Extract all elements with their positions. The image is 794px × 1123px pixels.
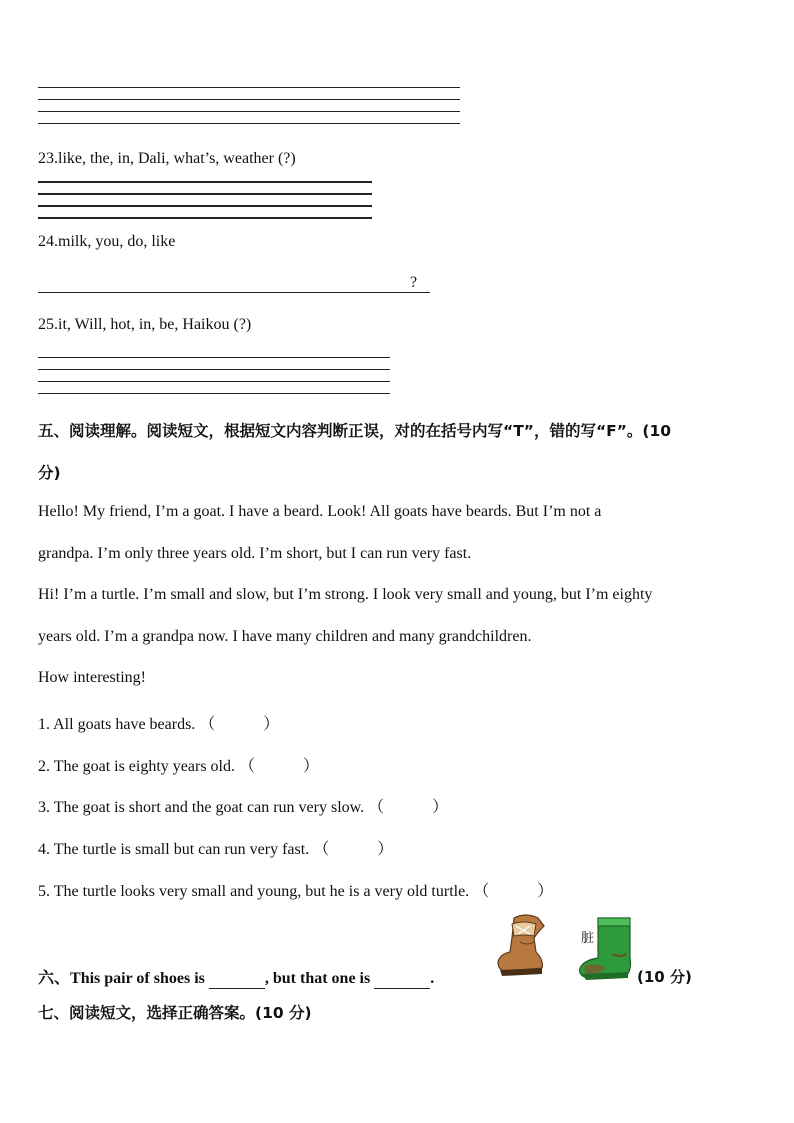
blank-2[interactable] xyxy=(374,970,430,989)
answer-blank-4[interactable]: （ ） xyxy=(313,841,394,858)
section-6-prefix: 六、 xyxy=(38,968,71,987)
passage-line-5: How interesting! xyxy=(38,669,146,686)
dirty-label: 脏 xyxy=(581,931,595,946)
blank-1[interactable] xyxy=(209,970,265,989)
question-23: 23.like, the, in, Dali, what’s, weather (?) xyxy=(38,150,296,167)
answer-lines-q22 xyxy=(38,87,460,135)
answer-lines-q23 xyxy=(38,181,372,230)
passage-line-4: years old. I’m a grandpa now. I have many children and many grandchildren. xyxy=(38,628,532,645)
section-5-title-line1: 五、阅读理解。阅读短文，根据短文内容判断正误，对的在括号内写“T”，错的写“F”。(10 xyxy=(38,422,672,440)
passage-line-1: Hello! My friend, I’m a goat. I have a beard. Look! All goats have beards. But I’m not a xyxy=(38,503,602,520)
section-5-title xyxy=(38,419,671,441)
tf-item-2: 2. The goat is eighty years old. （ ） xyxy=(38,753,319,776)
green-boot-icon xyxy=(576,914,636,982)
answer-blank-5[interactable]: （ ） xyxy=(473,883,554,900)
question-mark-q24: ? xyxy=(410,274,418,291)
section-6-score: (10 分) xyxy=(637,968,692,986)
answer-lines-q25 xyxy=(38,357,390,405)
tf-item-3: 3. The goat is short and the goat can run very slow. （ ） xyxy=(38,794,448,817)
tf-item-5: 5. The turtle looks very small and young, but he is a very old turtle. （ ） xyxy=(38,878,553,901)
passage-line-3: Hi! I’m a turtle. I’m small and slow, but I’m strong. I look very small and young, but I’m eighty xyxy=(38,586,653,603)
tf-item-4: 4. The turtle is small but can run very fast. （ ） xyxy=(38,836,393,859)
answer-line-q24 xyxy=(38,292,430,293)
tf-item-1: 1. All goats have beards. （ ） xyxy=(38,711,279,734)
section-5-title-cont: 分) xyxy=(38,464,61,482)
section-7-title: 七、阅读短文，选择正确答案。(10 分) xyxy=(38,1004,312,1022)
brown-shoe-icon xyxy=(494,912,554,980)
answer-blank-3[interactable]: （ ） xyxy=(368,799,449,816)
answer-blank-1[interactable]: （ ） xyxy=(199,716,280,733)
question-25: 25.it, Will, hot, in, be, Haikou (?) xyxy=(38,316,252,333)
answer-blank-2[interactable]: （ ） xyxy=(239,758,320,775)
question-24: 24.milk, you, do, like xyxy=(38,233,176,250)
section-6: 六、This pair of shoes is , but that one is . xyxy=(38,968,435,987)
passage-line-2: grandpa. I’m only three years old. I’m short, but I can run very fast. xyxy=(38,545,472,562)
